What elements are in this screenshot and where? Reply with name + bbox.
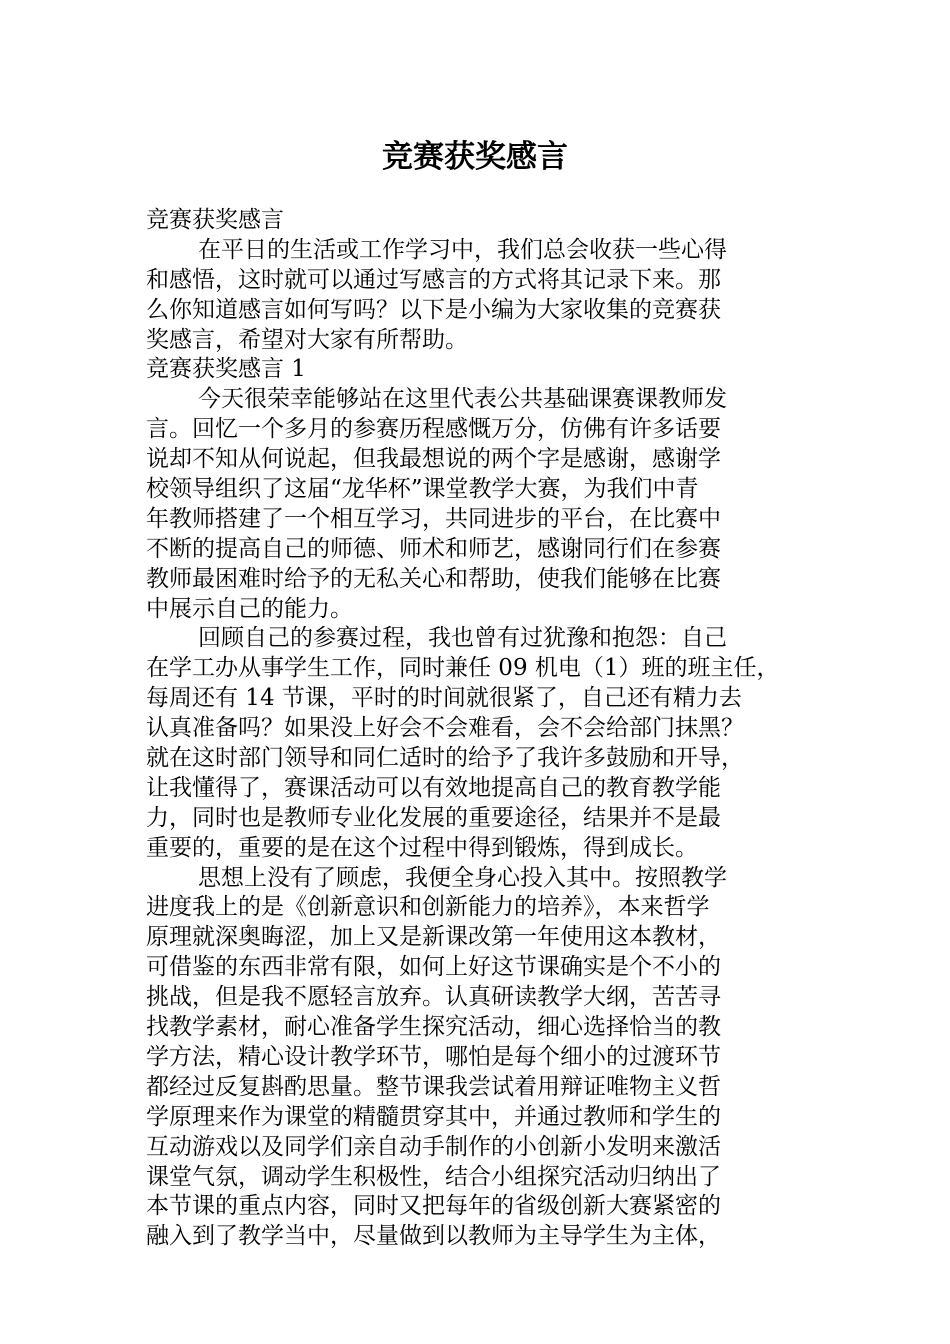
text-line: 课堂气氛，调动学生积极性，结合小组探究活动归纳出了 bbox=[146, 1163, 721, 1190]
text-line: 每周还有 14 节课，平时的时间就很紧了，自己还有精力去 bbox=[146, 685, 742, 712]
text-line: 言。回忆一个多月的参赛历程感慨万分，仿佛有许多话要 bbox=[146, 416, 721, 443]
text-line: 力，同时也是教师专业化发展的重要途径，结果并不是最 bbox=[146, 804, 721, 831]
text-line: 本节课的重点内容，同时又把每年的省级创新大赛紧密的 bbox=[146, 1193, 721, 1220]
text-line: 年教师搭建了一个相互学习，共同进步的平台，在比赛中 bbox=[146, 505, 721, 532]
text-line: 教师最困难时给予的无私关心和帮助，使我们能够在比赛 bbox=[146, 565, 721, 592]
document-body bbox=[146, 206, 826, 1252]
text-line: 进度我上的是《创新意识和创新能力的培养》，本来哲学 bbox=[146, 894, 710, 921]
text-line: 奖感言，希望对大家有所帮助。 bbox=[146, 326, 468, 353]
text-line: 在平日的生活或工作学习中，我们总会收获一些心得 bbox=[198, 236, 727, 263]
text-line: 说却不知从何说起，但我最想说的两个字是感谢，感谢学 bbox=[146, 446, 721, 473]
text-line: 今天很荣幸能够站在这里代表公共基础课赛课教师发 bbox=[198, 386, 727, 413]
text-line: 中展示自己的能力。 bbox=[146, 595, 353, 622]
text-line: 回顾自己的参赛过程，我也曾有过犹豫和抱怨：自己 bbox=[198, 625, 727, 652]
text-line: 都经过反复斟酌思量。整节课我尝试着用辩证唯物主义哲 bbox=[146, 1073, 721, 1100]
text-line: 在学工办从事学生工作，同时兼任 09 机电（1）班的班主任， bbox=[146, 655, 780, 682]
text-line: 可借鉴的东西非常有限，如何上好这节课确实是个不小的 bbox=[146, 954, 721, 981]
text-line: 竞赛获奖感言 1 bbox=[146, 356, 306, 383]
text-line: 学方法，精心设计教学环节，哪怕是每个细小的过渡环节 bbox=[146, 1043, 721, 1070]
text-line: 不断的提高自己的师德、师术和师艺，感谢同行们在参赛 bbox=[146, 535, 721, 562]
text-line: 思想上没有了顾虑，我便全身心投入其中。按照教学 bbox=[198, 864, 727, 891]
text-line: 互动游戏以及同学们亲自动手制作的小创新小发明来激活 bbox=[146, 1133, 721, 1160]
text-line: 重要的，重要的是在这个过程中得到锻炼，得到成长。 bbox=[146, 834, 698, 861]
text-line: 找教学素材，耐心准备学生探究活动，细心选择恰当的教 bbox=[146, 1014, 721, 1041]
text-line: 么你知道感言如何写吗？以下是小编为大家收集的竞赛获 bbox=[146, 296, 721, 323]
text-line: 挑战，但是我不愿轻言放弃。认真研读教学大纲，苦苦寻 bbox=[146, 984, 721, 1011]
text-line: 原理就深奥晦涩，加上又是新课改第一年使用这本教材， bbox=[146, 924, 721, 951]
text-line: 融入到了教学当中，尽量做到以教师为主导学生为主体， bbox=[146, 1223, 721, 1250]
text-line: 就在这时部门领导和同仁适时的给予了我许多鼓励和开导， bbox=[146, 745, 744, 772]
text-line: 学原理来作为课堂的精髓贯穿其中，并通过教师和学生的 bbox=[146, 1103, 721, 1130]
text-line: 竞赛获奖感言 bbox=[146, 207, 284, 233]
text-line: 校领导组织了这届“龙华杯”课堂教学大赛，为我们中青 bbox=[146, 476, 699, 503]
text-line: 和感悟，这时就可以通过写感言的方式将其记录下来。那 bbox=[146, 266, 721, 293]
text-line: 认真准备吗？如果没上好会不会难看，会不会给部门抹黑？ bbox=[146, 715, 744, 742]
document-title: 竞赛获奖感言 bbox=[382, 139, 568, 175]
text-line: 让我懂得了，赛课活动可以有效地提高自己的教育教学能 bbox=[146, 774, 721, 801]
